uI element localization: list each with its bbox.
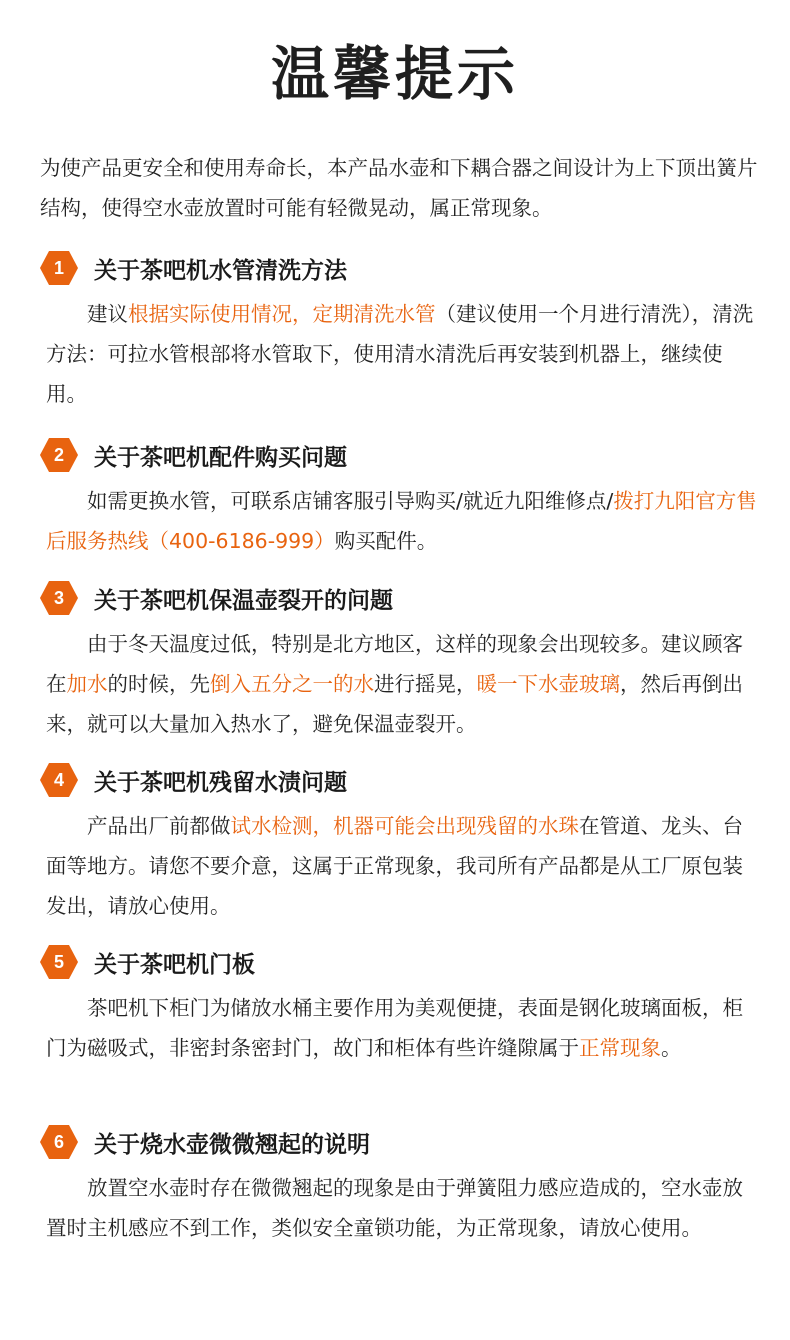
section-title: 关于烧水壶微微翘起的说明 — [94, 1131, 370, 1158]
section-body — [40, 1168, 760, 1248]
body-text: 如需更换水管，可联系店铺客服引导购买/就近九阳维修点/ — [87, 489, 614, 513]
body-text: 购买配件。 — [334, 529, 438, 553]
section-number: 6 — [53, 1131, 64, 1152]
body-text: 产品出厂前都做 — [87, 814, 231, 838]
section-title: 关于茶吧机残留水渍问题 — [94, 769, 347, 796]
section-header — [40, 246, 760, 290]
section-number: 2 — [53, 444, 64, 465]
intro-text: 为使产品更安全和使用寿命长，本产品水壶和下耦合器之间设计为上下顶出簧片结构，使得空水壶放置时可能有轻微晃动，属正常现象。 — [40, 156, 758, 220]
section-header — [40, 433, 760, 477]
hexagon-number-badge — [40, 763, 78, 797]
highlight-text: 暖一下水壶玻璃 — [476, 672, 620, 696]
body-text: 放置空水壶时存在微微翘起的现象是由于弹簧阻力感应造成的，空水壶放置时主机感应不到工作，类似安全童锁功能，为正常现象，请放心使用。 — [46, 1176, 743, 1240]
section-header — [40, 940, 760, 984]
body-text: ，然后再倒出来，就可以大量加入热水了，避免保温壶裂开。 — [46, 672, 743, 736]
section-4 — [40, 758, 760, 926]
highlight-text: 根据实际使用情况，定期清洗水管 — [128, 302, 436, 326]
section-body — [40, 294, 760, 414]
section-6 — [40, 1120, 760, 1248]
section-3 — [40, 576, 760, 744]
section-5 — [40, 940, 760, 1068]
section-header — [40, 576, 760, 620]
body-text: 在管道、龙头、台面等地方。请您不要介意，这属于正常现象，我司所有产品都是从工厂原包装发出，请放心使用。 — [46, 814, 743, 918]
body-text: 由于冬天温度过低，特别是北方地区，这样的现象会出现较多。建议顾客在 — [46, 632, 743, 696]
body-text: 茶吧机下柜门为储放水桶主要作用为美观便捷，表面是钢化玻璃面板，柜门为磁吸式，非密封条密封门，故门和柜体有些许缝隙属于 — [46, 996, 743, 1060]
section-body — [40, 624, 760, 744]
body-text: （建议使用一个月进行清洗），清洗方法：可拉水管根部将水管取下，使用清水清洗后再安装到机器上，继续使用。 — [46, 302, 754, 406]
section-header — [40, 1120, 760, 1164]
highlight-text: 正常现象 — [579, 1036, 661, 1060]
body-text: 建议 — [87, 302, 128, 326]
hexagon-number-badge — [40, 438, 78, 472]
section-number: 4 — [53, 769, 64, 790]
section-title: 关于茶吧机保温壶裂开的问题 — [94, 587, 393, 614]
section-number: 5 — [53, 951, 64, 972]
section-body — [40, 988, 760, 1068]
section-title: 关于茶吧机水管清洗方法 — [94, 257, 347, 284]
highlight-text: 加水 — [66, 672, 108, 696]
hexagon-number-badge — [40, 251, 78, 285]
hexagon-number-badge — [40, 1125, 78, 1159]
section-body — [40, 481, 760, 561]
section-number: 3 — [53, 587, 64, 608]
section-title: 关于茶吧机配件购买问题 — [94, 444, 347, 471]
highlight-text: 拨打九阳官方售后服务热线（400-6186-999） — [46, 489, 757, 553]
section-1 — [40, 246, 760, 414]
page-title: 温馨提示 — [270, 40, 519, 108]
highlight-text: 试水检测，机器可能会出现残留的水珠 — [230, 814, 579, 838]
highlight-text: 倒入五分之一的水 — [210, 672, 374, 696]
hexagon-number-badge — [40, 581, 78, 615]
hexagon-number-badge — [40, 945, 78, 979]
body-text: 进行摇晃， — [374, 672, 477, 696]
section-title: 关于茶吧机门板 — [94, 951, 255, 978]
section-header — [40, 758, 760, 802]
body-text: 的时候，先 — [107, 672, 210, 696]
section-body — [40, 806, 760, 926]
body-text: 。 — [661, 1036, 682, 1060]
section-number: 1 — [53, 257, 64, 278]
section-2 — [40, 433, 760, 561]
